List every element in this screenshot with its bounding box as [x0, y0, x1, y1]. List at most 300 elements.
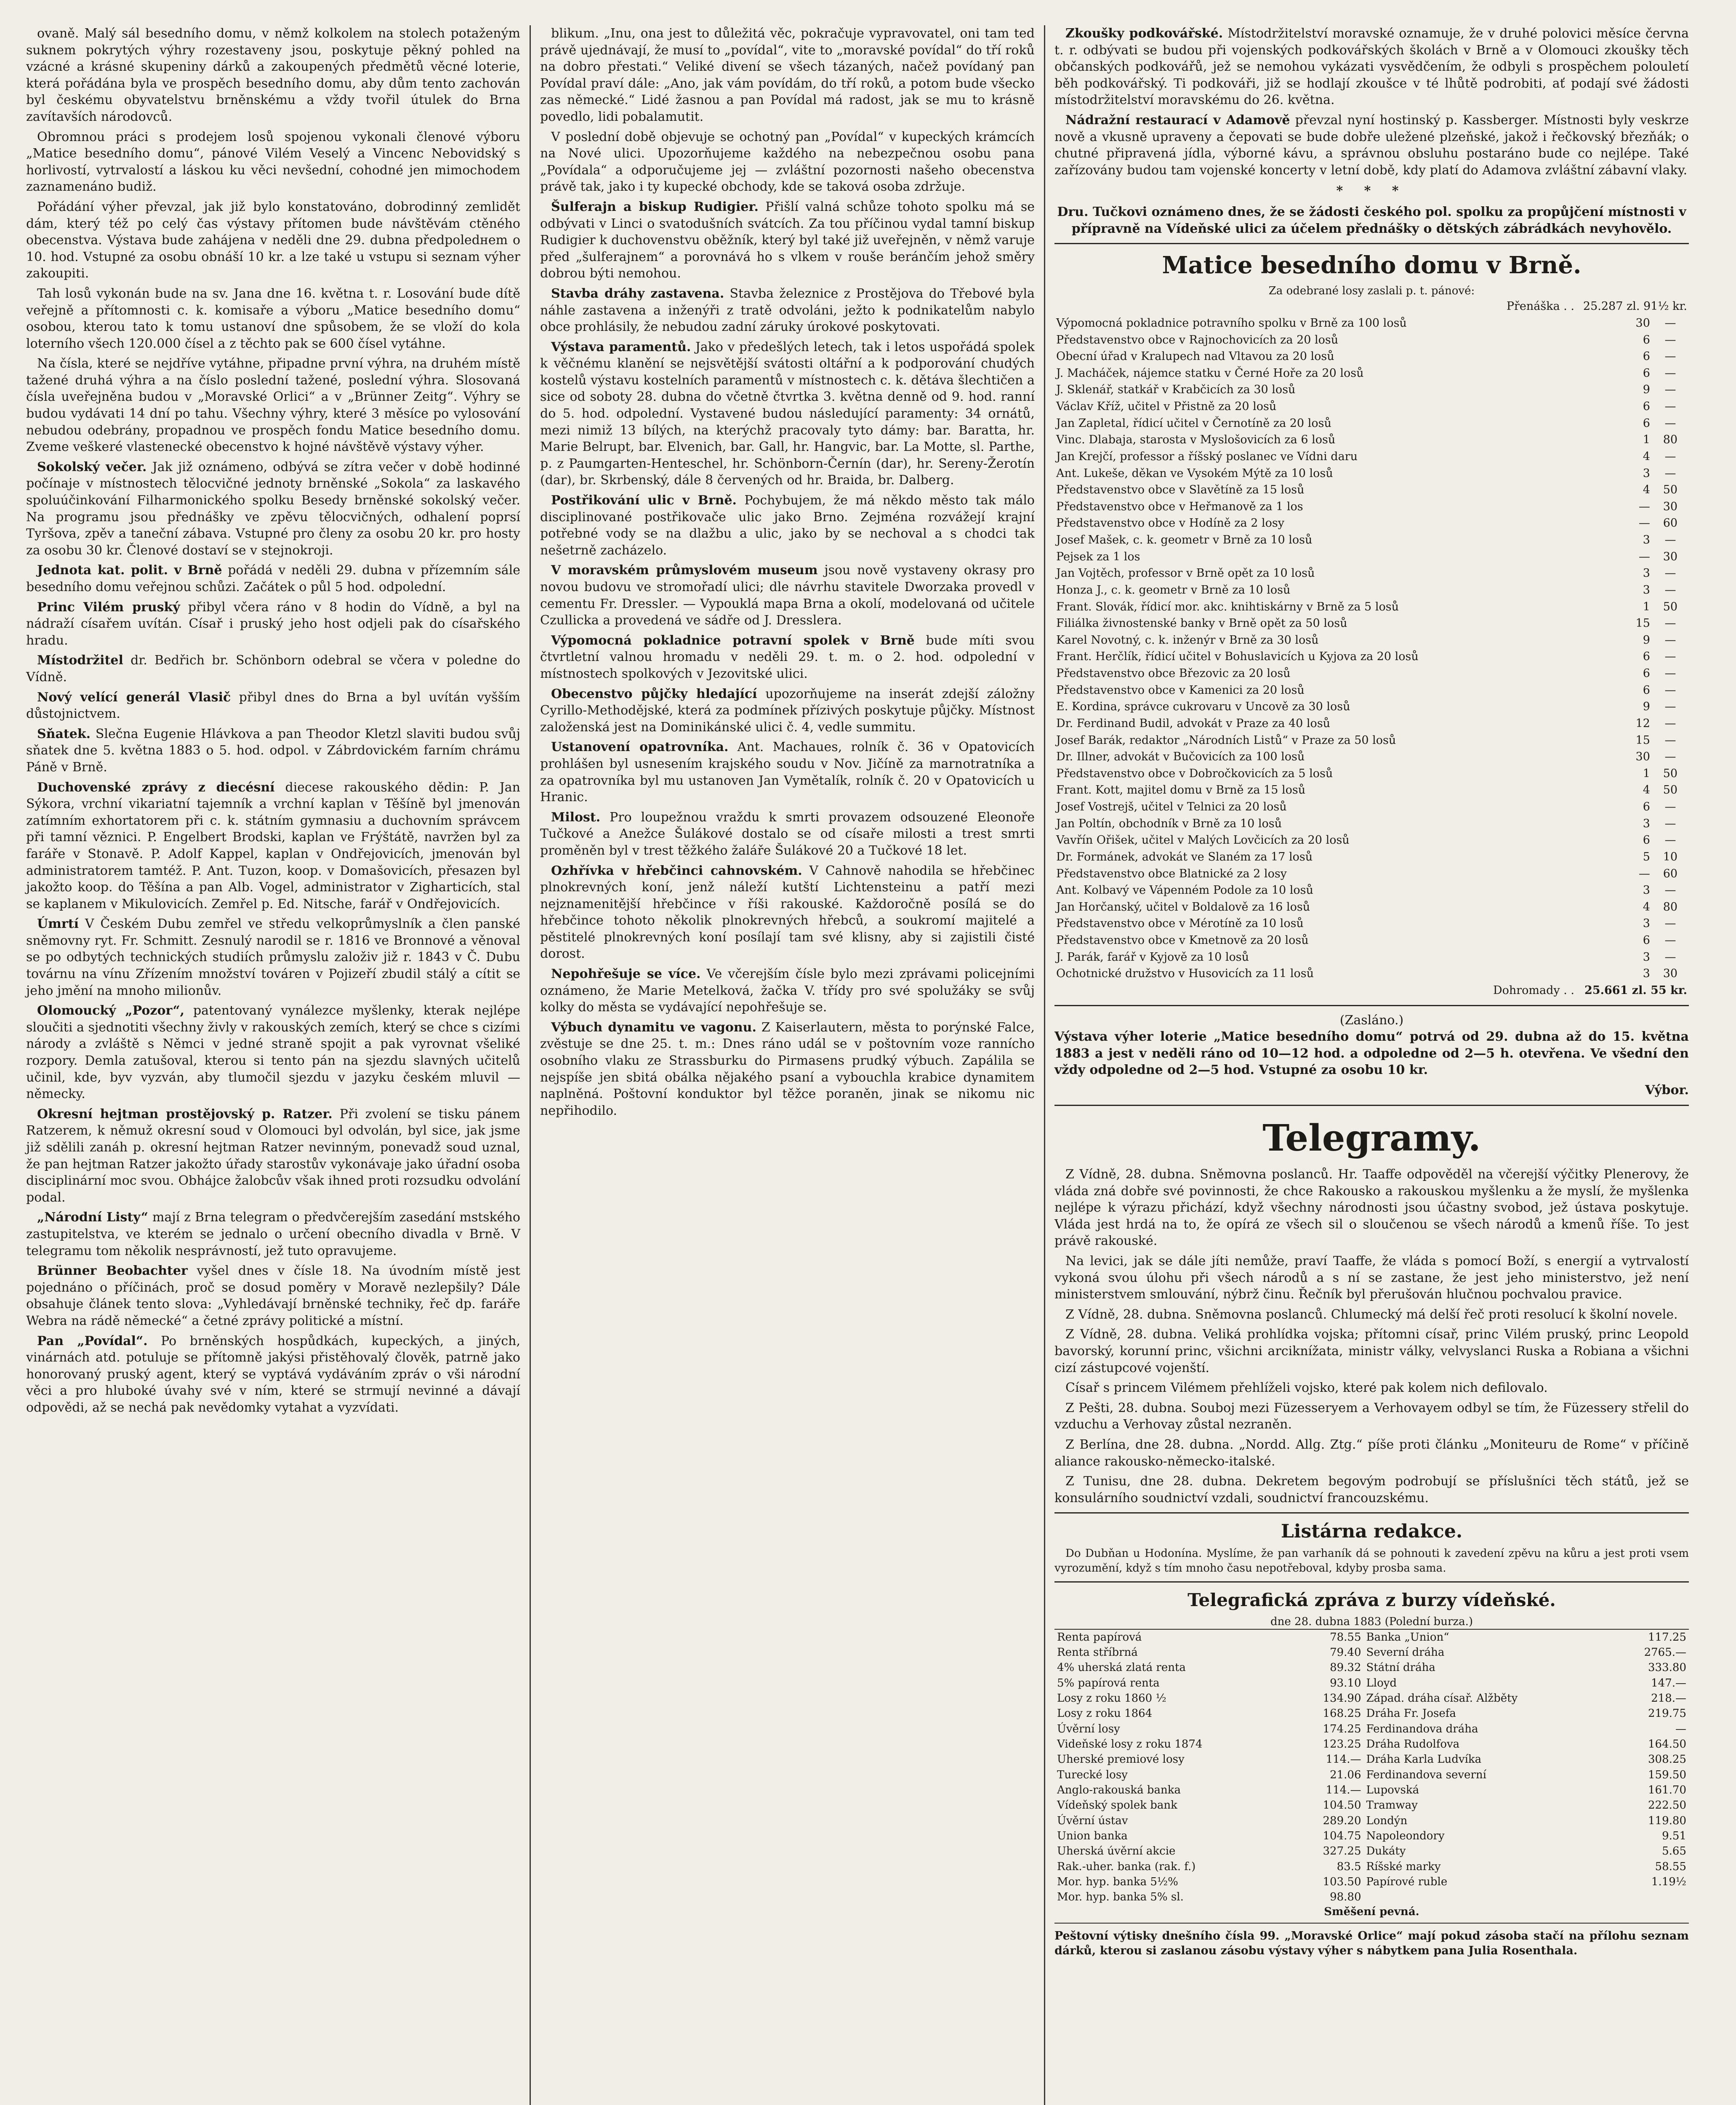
donor-row [1054, 348, 1689, 365]
market-value-right: 9.51 [1662, 1829, 1686, 1842]
market-value-right: 159.50 [1648, 1768, 1686, 1781]
donor-name: Představenstvo obce v Slavětíně za 15 losů [1056, 483, 1305, 497]
donor-row [1054, 315, 1689, 332]
news-headline: Šulferajn a biskup Rudigier. [551, 199, 759, 214]
news-item [26, 689, 520, 722]
donor-amount-kr: — [1664, 466, 1676, 480]
market-row [1054, 1752, 1689, 1767]
donor-row [1054, 615, 1689, 632]
donor-row [1054, 866, 1689, 882]
divider [1054, 1581, 1689, 1583]
market-item-right: Lloyd [1366, 1676, 1397, 1689]
news-item [26, 726, 520, 776]
news-body: diecese rakouského dědin: P. Jan Sýkora, vrchní vikariatní tajemník a vrchní kaplan v Těšíně byl jmenován zatímním exhortatorem při c. k. státním gymnasiu a duchovním správcem při tamní věznici. P. Engelbert Brodski, kaplan ve Frýštátě, navržen byl za faráře v Stonavě. P. Adolf Kappel, kaplan v Ondřejovicích, jmenován byl administratorem tamtéž. P. Ant. Tuzon, koop. v Domašovicích, přesazen byl jakožto koop. do Těšína a pan Alb. Vogel, administrator v Zigharticích, stal se kaplanem v Mikulovicích. Zemřel p. Ed. Nitsche, farář v Ondřejovicích. [26, 780, 520, 911]
market-row [1054, 1859, 1689, 1874]
donor-amount-zl: 6 [1643, 366, 1650, 380]
donor-amount-zl: 4 [1643, 450, 1650, 463]
donor-name: Pejsek za 1 los [1056, 550, 1140, 563]
news-item [540, 285, 1035, 336]
news-headline: Milost. [551, 810, 601, 825]
market-item-right: Dráha Karla Ludvíka [1366, 1753, 1482, 1766]
donor-row [1054, 448, 1689, 465]
listarna-text: Do Dubňan u Hodonína. Myslíme, že pan varhaník dá se pohnouti k zavedení zpěvu na kůru a jest proti vsem vyrozumění, když s tím mnoho času nepotřeboval, kdyby prosba sama. [1054, 1547, 1689, 1575]
donor-amount-zl: — [1638, 867, 1650, 880]
donor-amount-zl: 6 [1643, 800, 1650, 814]
donor-row [1054, 698, 1689, 715]
donor-row [1054, 765, 1689, 782]
market-item-right [1364, 1889, 1614, 1905]
donor-amount-kr: — [1664, 533, 1676, 547]
divider [1054, 243, 1689, 244]
news-item [26, 599, 520, 649]
market-item-left: Vídeňský spolek bank [1057, 1799, 1177, 1812]
news-body: Ve včerejším čísle bylo mezi zprávami policejními oznámeno, že Marie Metelková, žačka V. třídy pro své spolužáky se svůj kolky do města se vydávající nepohřešuje se. [540, 967, 1035, 1015]
news-body: jsou nově vystaveny okrasy pro novou budovu ve stromořadí ulici; dle návrhu stavitele Dworzaka provedl v cementu Fr. Dressler. — Vypouklá mapa Brna a okolí, modelovaná od učitele Czullicka a provedená ve sádře od J. Dresslera. [540, 563, 1035, 628]
market-item-left: Úvěrní ústav [1057, 1814, 1128, 1827]
donor-amount-kr: 30 [1663, 500, 1678, 513]
news-item [540, 1019, 1035, 1119]
donor-amount-zl: 3 [1643, 917, 1650, 930]
market-row [1054, 1630, 1689, 1645]
donor-amount-kr: — [1664, 700, 1676, 714]
market-value-left: 78.55 [1330, 1631, 1361, 1644]
market-item-right: Dráha Fr. Josefa [1366, 1707, 1456, 1720]
columns [17, 25, 1698, 2105]
divider [1054, 1105, 1689, 1106]
news-item [540, 809, 1035, 859]
market-value-left: 174.25 [1323, 1722, 1361, 1735]
market-item-right: Severní dráha [1366, 1646, 1445, 1659]
donor-amount-zl: 4 [1643, 783, 1650, 797]
donor-amount-zl: 5 [1643, 850, 1650, 863]
donor-name: Jan Horčanský, učitel v Boldalově za 16 losů [1056, 900, 1310, 914]
donor-row [1054, 732, 1689, 749]
donor-name: Frant. Herčlík, řídicí učitel v Bohuslavicích u Kyjova za 20 losů [1056, 650, 1419, 663]
donor-row [1054, 415, 1689, 432]
donor-row [1054, 648, 1689, 665]
donor-amount-kr: 80 [1663, 900, 1678, 914]
market-value-right: 58.55 [1655, 1860, 1686, 1873]
final-note: Peštovní výtisky dnešního čísla 99. „Moravské Orlice“ mají pokud zásoba stačí na přílohu seznam dárků, kterou si zaslanou zásobu výstavy výher s nábytkem pana Julia Rosenthala. [1054, 1929, 1689, 1958]
donor-amount-kr: 60 [1663, 867, 1678, 880]
exhibition-notice: Výstava výher loterie „Matice besedního domu“ potrvá od 29. dubna až do 15. května 1883 a jest v neděli ráno od 10—12 hod. a odpoledne od 2—5 h. otevřena. Ve všední den vždy odpoledne od 2—5 hod. Vstupné za osobu 10 kr. [1054, 1029, 1689, 1078]
donor-row [1054, 465, 1689, 482]
news-headline: Ozhřívka v hřebčinci cahnovském. [551, 863, 802, 878]
donor-amount-kr: — [1664, 350, 1676, 363]
news-item [540, 492, 1035, 559]
news-headline: Místodržitel [37, 653, 123, 668]
donor-name: Václav Kříž, učitel v Přistně za 20 losů [1056, 400, 1277, 413]
donor-amount-zl: 3 [1643, 817, 1650, 830]
news-item [26, 1002, 520, 1103]
donor-row [1054, 515, 1689, 532]
market-value-right [1614, 1889, 1689, 1905]
market-item-right: Lupovská [1366, 1783, 1419, 1796]
donor-amount-zl: 6 [1643, 667, 1650, 680]
donor-amount-zl: 1 [1643, 600, 1650, 613]
donor-amount-zl: 6 [1643, 683, 1650, 697]
news-headline: Úmrtí [37, 917, 79, 932]
total-label: Dohromady . . [1493, 983, 1574, 997]
market-value-right: 5.65 [1662, 1845, 1686, 1858]
news-item [26, 1106, 520, 1206]
market-item-left: Uherská úvěrní akcie [1057, 1845, 1176, 1858]
market-value-left: 89.32 [1330, 1661, 1361, 1674]
notice-signature: Výbor. [1645, 1082, 1689, 1098]
article-text: Na čísla, které se nejdříve vytáhne, připadne první výhra, na druhém místě tažené druhá výhra a na číslo poslední tažené, poslední výhra. Slosovaná čísla uveřejněna budou v „Moravské Orlici“ a v „Brünner Zeitg“. Výhry se budou vydávati 14 dní po tahu. Všechny výhry, které 3 měsíce po vylosování nebudou odebrány, propadnou ve prospěch fondu Matice besedního domu. Zveme veškeré vlastenecké obecenstvo k hojné návštěvě výstavy výher. [26, 356, 520, 455]
donor-name: Dr. Ferdinand Budil, advokát v Praze za 40 losů [1056, 717, 1331, 730]
donor-amount-kr: — [1664, 733, 1676, 747]
news-item [540, 562, 1035, 629]
donor-amount-kr: — [1664, 617, 1676, 630]
donor-amount-zl: 3 [1643, 884, 1650, 897]
donor-name: Josef Mašek, c. k. geometr v Brně za 10 losů [1056, 533, 1313, 547]
market-item-right: Ferdinandova dráha [1366, 1722, 1478, 1735]
market-value-left: 93.10 [1330, 1676, 1361, 1689]
news-item [540, 863, 1035, 963]
telegram-item: Z Vídně, 28. dubna. Veliká prohlídka vojska; přítomni císař, princ Vilém pruský, princ Leopold bavorský, korunní princ, všichni arciknížata, ministr války, velvyslanci Ruska a Robiana a všichni cizí zástupcové vojenští. [1054, 1327, 1689, 1375]
market-row [1054, 1645, 1689, 1660]
news-headline: Okresní hejtman prostějovský p. Ratzer. [37, 1106, 333, 1122]
telegram-item: Z Vídně, 28. dubna. Sněmovna poslanců. Hr. Taaffe odpověděl na včerejší výčitky Plenerovy, že vláda zná dobře své povinnosti, že chce Rakousko a rakouskou myšlenku a že myslí, že myšlenka nejlépe k výrazu přichází, když všechny národnosti jsou účastny svobod, jež ústava poskytuje. Vláda jest hrdá na to, že opírá ze všech sil o sloučenou se všech národů a kmenů říše. To jest právě rakouské. [1054, 1167, 1689, 1249]
carry-label: Přenáška . . [1506, 300, 1574, 313]
news-headline: Princ Vilém pruský [37, 600, 180, 615]
market-value-right: 119.80 [1648, 1814, 1686, 1827]
market-item-left: 4% uherská zlatá renta [1057, 1661, 1186, 1674]
donor-name: Představenstvo obce v Dobročkovicích za 5 losů [1056, 767, 1333, 780]
column-right [1044, 25, 1698, 2105]
donor-amount-kr: — [1664, 683, 1676, 697]
telegram-item: Z Tunisu, dne 28. dubna. Dekretem begovým podrobují se příslušníci těch států, jež se konsulárního soudnictví vzdali, soudnictví francouzskému. [1054, 1474, 1689, 1505]
donor-amount-zl: 4 [1643, 900, 1650, 914]
market-value-right: 2765.— [1644, 1646, 1686, 1659]
news-body: bude míti svou čtvrtletní valnou hromadu v neděli 29. t. m. o 2. hod. odpolední v místnostech spolkových v Jezovitské ulici. [540, 633, 1035, 681]
news-body: Z Kaiserlautern, města to porýnské Falce, zvěstuje se dne 25. t. m.: Dnes ráno udál se v poštovním voze rannícho osobního vlaku ze Strassburku do Pirmasens prudký výbuch. Zapálila se nejspíše jen sbitá obálka nějakého psaní a vybouchla krabice dynamitem naplněná. Poštovní konduktor byl těžce poraněn, jinak se nikomu nic nepřihodilo. [540, 1020, 1035, 1118]
market-item-right: Státní dráha [1366, 1661, 1435, 1674]
carry-value: 25.287 zl. 91½ kr. [1583, 300, 1687, 313]
burza-subtitle: dne 28. dubna 1883 (Polední burza.) [1270, 1615, 1473, 1628]
donor-row [1054, 632, 1689, 649]
section-title-burza: Telegrafická zpráva z burzy vídeňské. [1188, 1590, 1556, 1611]
market-value-left: 123.25 [1323, 1738, 1361, 1751]
donor-row [1054, 899, 1689, 916]
donor-amount-kr: — [1664, 884, 1676, 897]
donor-row [1054, 965, 1689, 982]
market-value-right: 219.75 [1648, 1707, 1686, 1720]
donor-row [1054, 665, 1689, 682]
news-item [540, 339, 1035, 489]
market-item-right: Napoleondory [1366, 1829, 1445, 1842]
news-headline: Brünner Beobachter [37, 1263, 188, 1279]
news-body: Pochybujem, že má někdo město tak málo disciplinované postřikovače ulic jako Brno. Zejména rozvážejí krajní potřebné vody se na dlažbu a ulic, jako by se nechoval a s chodci tak nešetrně zacházelo. [540, 493, 1035, 558]
column-left [17, 25, 530, 2105]
donor-name: Frant. Slovák, řídicí mor. akc. knihtiskárny v Brně za 5 losů [1056, 600, 1399, 613]
donor-name: Jan Poltín, obchodník v Brně za 10 losů [1056, 817, 1282, 830]
donor-amount-zl: — [1638, 550, 1650, 563]
news-headline: „Národní Listy“ [37, 1210, 149, 1225]
donor-row [1054, 799, 1689, 815]
donor-amount-zl: 3 [1643, 567, 1650, 580]
donor-name: Představenstvo obce v Rajnochovicích za 20 losů [1056, 333, 1339, 346]
donor-amount-kr: — [1664, 950, 1676, 964]
market-item-right: Dukáty [1366, 1845, 1406, 1858]
news-body: V Cahnově nahodila se hřebčinec plnokrevných koní, jenž náleží kutští Lichtensteinu a patří mezi nejznamenitější hřebčince v říši rakouské. Každoročně posílá se do hřebčince tohoto několik plnokrevných hřebců, a soukromí majitelé a pěstitelé plnokrevných koní posílají tam své klisny, aby si zajistili čisté dorost. [540, 863, 1035, 962]
donor-amount-zl: — [1638, 517, 1650, 530]
donor-name: J. Parák, farář v Kyjově za 10 losů [1056, 950, 1249, 964]
news-body: Jako v předešlých letech, tak i letos uspořádá spolek k věčnému klanění se nejsvětější svátosti oltářní a k podporování chudých kostelů výstavu kostelních paramentů v místnostech c. k. dětáva šlechtičen a sice od soboty 28. dubna do včetně čtvrtka 3. května denně od 9. hod. ranní do 5. hod. odpolední. Vystavené budou následující paramenty: 34 ornátů, mezi nimiž 13 bílých, na kterýchž pracovaly tyto dámy: bar. Baratta, hr. Marie Belrupt, bar. Elvenich, bar. Gall, hr. Hangvic, bar. La Motte, sl. Parthe, p. z Paumgarten-Henteschel, hr. Schönborn-Černín (dar), hr. Sereny-Žerotín (dar), br. Skrbenský, dále 8 červených od hr. Braida, br. Dalberg. [540, 339, 1035, 488]
donor-amount-zl: 6 [1643, 834, 1650, 847]
donor-amount-kr: 80 [1663, 433, 1678, 447]
donor-row [1054, 815, 1689, 832]
donor-name: Jan Vojtěch, professor v Brně opět za 10 losů [1056, 567, 1315, 580]
article-text: Pořádání výher převzal, jak již bylo konstatováno, dobrodinný zemlidět dám, který též po celý čas výstavy přítomen bude návštěvám ctěného obecenstva. Výstava bude zahájena v neděli dne 29. dubna předpoledнem o 10. hod. Vstupné za osobu obnáší 10 kr. a lze také u vstupu si seznam výher zakoupiti. [26, 199, 520, 281]
market-footer: Směšení pevná. [1324, 1905, 1419, 1918]
market-value-right: 1.19½ [1651, 1875, 1686, 1888]
news-headline: Pan „Povídal“. [37, 1333, 148, 1348]
news-item [1054, 25, 1689, 109]
donor-amount-kr: 10 [1663, 850, 1678, 863]
market-item-right: Ríšské marky [1366, 1860, 1441, 1873]
donor-name: Josef Vostrejš, učitel v Telnici za 20 losů [1056, 800, 1287, 814]
donor-amount-kr: 50 [1663, 783, 1678, 797]
news-headline: Sokolský večer. [37, 459, 147, 474]
donor-amount-kr: 50 [1663, 600, 1678, 613]
market-value-right: 308.25 [1648, 1753, 1686, 1766]
donor-amount-zl: 9 [1643, 633, 1650, 647]
donor-row [1054, 715, 1689, 732]
news-headline: Jednota kat. polit. v Brně [37, 563, 222, 578]
market-value-left: 98.80 [1330, 1891, 1361, 1904]
donor-amount-kr: — [1664, 917, 1676, 930]
market-value-right: 161.70 [1648, 1783, 1686, 1796]
donor-amount-kr: — [1664, 383, 1676, 397]
news-headline: Výbuch dynamitu ve vagonu. [551, 1020, 756, 1035]
news-headline: Sňatek. [37, 726, 91, 741]
donor-row [1054, 332, 1689, 349]
donor-row [1054, 365, 1689, 382]
market-value-left: 327.25 [1323, 1845, 1361, 1858]
donor-name: Frant. Kott, majitel domu v Brně za 15 losů [1056, 783, 1306, 797]
market-item-right: Dráha Rudolfova [1366, 1738, 1460, 1751]
donor-row [1054, 582, 1689, 599]
market-value-left: 134.90 [1323, 1692, 1361, 1705]
market-row [1054, 1783, 1689, 1798]
market-row [1054, 1844, 1689, 1859]
news-body: Stavba železnice z Prostějova do Třebové byla náhle zastavena a inženýři z tratě odvoláni, ježto k podnikatelům nabylo obce prohlásily, že nebudou zadní záruky úrokové poskytovati. [540, 286, 1035, 335]
market-value-left: 289.20 [1323, 1814, 1361, 1827]
market-value-left: 21.06 [1330, 1768, 1361, 1781]
market-row [1054, 1691, 1689, 1706]
donor-name: Jan Krejčí, professor a říšský poslanec ve Vídni daru [1056, 450, 1358, 463]
market-item-left: Turecké losy [1057, 1768, 1128, 1781]
donor-amount-kr: — [1664, 834, 1676, 847]
news-item [1054, 112, 1689, 179]
market-item-right: Západ. dráha císař. Alžběty [1366, 1692, 1518, 1705]
news-headline: Nádražní restaurací v Adamově [1065, 112, 1290, 128]
market-value-right: 218.— [1651, 1692, 1686, 1705]
donor-name: Vavřín Ořišek, učitel v Malých Lovčicích za 20 losů [1056, 834, 1350, 847]
donor-amount-kr: 30 [1663, 550, 1678, 563]
donor-amount-zl: 6 [1643, 934, 1650, 947]
news-headline: Nepohřešuje se více. [551, 967, 701, 982]
market-row [1054, 1828, 1689, 1844]
donor-row [1054, 432, 1689, 448]
donor-row [1054, 949, 1689, 966]
market-row [1054, 1874, 1689, 1889]
donor-row [1054, 381, 1689, 398]
market-item-left: Mor. hyp. banka 5½% [1057, 1875, 1178, 1888]
total-value: 25.661 zl. 55 kr. [1584, 983, 1687, 997]
donor-amount-zl: 1 [1643, 433, 1650, 447]
market-value-left: 103.50 [1323, 1875, 1361, 1888]
donor-amount-zl: 6 [1643, 416, 1650, 430]
market-item-right: Tramway [1366, 1799, 1418, 1812]
market-table [1054, 1630, 1689, 1905]
total-row [1054, 982, 1689, 999]
donor-name: Představenstvo obce v Kamenici za 20 losů [1056, 683, 1305, 697]
news-item [26, 1333, 520, 1416]
news-headline: Stavba dráhy zastavena. [551, 286, 724, 301]
market-value-right: — [1675, 1722, 1686, 1735]
donor-amount-kr: — [1664, 667, 1676, 680]
donor-amount-zl: 3 [1643, 950, 1650, 964]
news-body: Slečna Eugenie Hlávkova a pan Theodor Kletzl slaviti budou svůj sňatek dne 5. května 1883 o 5. hod. odpol. v Zábrdovickém farním chrámu Páně v Brně. [26, 726, 520, 775]
donor-name: Vinc. Dlabaja, starosta v Myslošovicích za 6 losů [1056, 433, 1336, 447]
donor-amount-zl: 30 [1635, 750, 1650, 764]
telegram-item: Císař s princem Vilémem přehlíželi vojsko, které pak kolem nich defilovalo. [1065, 1380, 1548, 1396]
market-value-right: 147.— [1651, 1676, 1686, 1689]
market-value-left: 83.5 [1337, 1860, 1361, 1873]
news-body: patentovaný vynálezce myšlenky, kterak nejlépe sloučiti a sjednotiti všechny živly v rakouských zemích, který se chce s cizími národy a zvláště s Němci v jedné straně spojit a pak vyrovnat všeliké rozpory. Demla zatušoval, kterou si tento pán na sjezdu slavných učitelů učinil, kde, byv vyzván, aby tlumočil sjezdu v jazyku českém mluvil — německy. [26, 1003, 520, 1102]
donor-name: Jan Zapletal, řídicí učitel v Černotíně za 20 losů [1056, 416, 1331, 430]
donor-amount-kr: — [1664, 650, 1676, 663]
market-item-left: 5% papírová renta [1057, 1676, 1160, 1689]
news-body: Přišlí valná schůze tohoto spolku má se odbývati v Linci o svatodušních svátcích. Za tou příčinou vydal tamní biskup Rudigier k duchovenstvu oběžník, který byl také již uveřejněn, v němž varuje před „šulferajnem“ a porovnává ho s vlkem v rouše beránčím jehož směry dobrou býti nemohou. [540, 199, 1035, 281]
news-body: pořádá v neděli 29. dubna v přízemním sále besedního domu veřejnou schůzi. Začátek o půl 5 hod. odpolední. [26, 563, 520, 594]
market-item-right: Papírové ruble [1366, 1875, 1448, 1888]
donor-amount-zl: 3 [1643, 967, 1650, 981]
section-separator: * * * [1336, 184, 1407, 199]
news-item [540, 739, 1035, 805]
news-item [26, 652, 520, 685]
donor-amount-zl: 6 [1643, 650, 1650, 663]
market-table-box [1054, 1629, 1689, 1919]
market-row [1054, 1706, 1689, 1721]
donor-table [1054, 298, 1689, 999]
market-value-right: 117.25 [1648, 1631, 1686, 1644]
divider [1054, 1512, 1689, 1513]
donor-row [1054, 549, 1689, 565]
news-item [26, 1263, 520, 1329]
donor-amount-zl: 9 [1643, 700, 1650, 714]
donor-amount-zl: 3 [1643, 583, 1650, 597]
donor-row [1054, 482, 1689, 498]
donor-amount-kr: — [1664, 800, 1676, 814]
market-row [1054, 1676, 1689, 1691]
telegram-item: Z Pešti, 28. dubna. Souboj mezi Füzesseryem a Verhovayem odbyl se tím, že Füzessery střelil do vzduchu a Verhovay zůstal nezraněn. [1054, 1400, 1689, 1432]
donor-amount-kr: — [1664, 400, 1676, 413]
article-text: blikum. „Inu, ona jest to důležitá věc, pokračuje vypravovatel, oni tam ted právě ujednávají, že musí to „povídal“, vite to „moravské povídal“ do tří roků na dobro přestati.“ Veliké divení se všech tázaných, načež povídaný pan Povídal praví dále: „Ano, jak vám povídám, do tří roků, a potom bude všecko zas německé.“ Lidé žasnou a pan Povídal má radost, jak se mu to krásně povedlo, lidi pobalamutit. [540, 26, 1035, 124]
news-headline: Postřikování ulic v Brně. [551, 493, 737, 508]
article-text: V poslední době objevuje se ochotný pan „Povídal“ v kupeckých krámcích na Nové ulici. Upozorňujeme každého na nebezpečnou osobu pana „Povídala“ a odporučujeme jej — zvláštní pozornosti našeho obecenstva právě tak, jako i ty kupecké obchody, kde se taková osoba zdržuje. [540, 129, 1035, 195]
news-item [26, 916, 520, 999]
donor-name: Obecní úřad v Kralupech nad Vltavou za 20 losů [1056, 350, 1334, 363]
donor-amount-zl: 30 [1635, 316, 1650, 330]
news-headline: Duchovenské zprávy z diecésní [37, 780, 275, 795]
donor-name: Filiálka živnostenské banky v Brně opět za 50 losů [1056, 617, 1347, 630]
market-item-left: Úvěrní losy [1057, 1722, 1120, 1735]
market-value-left: 168.25 [1323, 1707, 1361, 1720]
article-text: Tah losů vykonán bude na sv. Jana dne 16. května t. r. Losování bude dítě veřejně a přítomnosti c. k. komisaře a výboru „Matice besedního domu“ osobou, kterou tato k tomu ustanoví dne spůsobem, že se vloží do kola loterního všech 120.000 čísel a z těchto pak se 600 čísel vytáhne. [26, 286, 520, 351]
news-body: V Českém Dubu zemřel ve středu velkoprůmyslník a člen panské sněmovny ryt. Fr. Schmitt. Zesnulý narodil se r. 1816 ve Bronnové a věnoval se po odbytých technických studiích průmyslu založiv již r. 1843 v Č. Dubu továrnu na vínu Zřízením množství továren v Pojizeří zbudil stálý a cítit se jeho jmění na mnoho milionův. [26, 917, 520, 998]
market-value-left: 104.75 [1323, 1829, 1361, 1842]
donor-row [1054, 498, 1689, 515]
market-value-left: 104.50 [1323, 1799, 1361, 1812]
donor-name: Karel Novotný, c. k. inženýr v Brně za 30 losů [1056, 633, 1319, 647]
news-item [26, 459, 520, 559]
section-title-telegramy: Telegramy. [1262, 1116, 1481, 1159]
market-item-right: Banka „Union“ [1366, 1631, 1449, 1644]
market-row [1054, 1721, 1689, 1737]
news-item [540, 966, 1035, 1016]
telegram-item: Z Vídně, 28. dubna. Sněmovna poslanců. Chlumecký má delší řeč proti resolucí k školní novele. [1065, 1307, 1678, 1322]
market-value-right: 164.50 [1648, 1738, 1686, 1751]
donor-amount-zl: 3 [1643, 533, 1650, 547]
donor-amount-zl: — [1638, 500, 1650, 513]
news-headline: Nový velící generál Vlasič [37, 690, 231, 705]
market-row [1054, 1737, 1689, 1752]
news-headline: Zkoušky podkovářské. [1065, 26, 1223, 41]
market-row [1054, 1767, 1689, 1783]
donor-name: Ochotnické družstvo v Husovicích za 11 losů [1056, 967, 1314, 981]
telegram-item: Na levici, jak se dále jíti nemůže, praví Taaffe, že vláda s pomocí Boží, s energií a vytrvalostí vykoná svou úlohu při všech národů a s ní se zastane, že jest jeho ministerstvo, jež není ministerstvem smlouvání, nýbrž činu. Řečník byl přerušován hlučnou pochvalou pravice. [1054, 1254, 1689, 1302]
donor-amount-zl: 6 [1643, 333, 1650, 346]
news-body: Ant. Machaues, rolník č. 36 v Opatovicích prohlášen byl usnesením krajského soudu v Nov. Jičíně za marnotratníka a za opatrovníka byl mu ustanoven Jan Vymětalík, rolník č. 20 v Opatovicích u Hranic. [540, 740, 1035, 805]
donor-amount-zl: 15 [1635, 617, 1650, 630]
news-body: Pro loupežnou vraždu k smrti provazem odsouzené Eleonoře Tučkové a Anežce Šulákové dostalo se od císaře milosti a trest smrti proměněn byl v trest těžkého žaláře Šulákové 20 a Tučkové 18 let. [540, 810, 1035, 858]
news-item [540, 686, 1035, 736]
donor-name: Ant. Lukeše, děkan ve Vysokém Mýtě za 10 losů [1056, 466, 1333, 480]
donor-amount-zl: 15 [1635, 733, 1650, 747]
news-item [26, 1209, 520, 1259]
donor-amount-kr: — [1664, 366, 1676, 380]
market-item-left: Renta stříbrná [1057, 1646, 1138, 1659]
donor-amount-kr: — [1664, 416, 1676, 430]
donor-name: Představenstvo obce v Mérotíně za 10 losů [1056, 917, 1304, 930]
news-body: přibyl dnes do Brna a byl uvítán vyšším důstojnictvem. [26, 690, 521, 722]
news-body: mají z Brna telegram o předvčerejším zasedání mstského zastupitelstva, ve kterém se jednalo o určení obecního divadla v Brně. V telegramu tom několik nesprávností, jež tuto opravujeme. [26, 1210, 520, 1258]
market-value-right: 222.50 [1648, 1799, 1686, 1812]
donor-row [1054, 682, 1689, 699]
market-item-left: Losy z roku 1864 [1057, 1707, 1153, 1720]
donor-amount-kr: — [1664, 450, 1676, 463]
market-item-left: Renta papírová [1057, 1631, 1142, 1644]
news-body: Jak již oznámeno, odbývá se zítra večer v době hodinné počínaje v místnostech tělocvičné jednoty brněnské „Sokola“ za laskavého spoluúčinkování Filharmonického spolku Besedy brněnské sokolský večer. Na programu jsou přednášky ve zpěvu tělocvičných, odhalení poprsí Tyršova, zpěv a taneční zábava. Vstupné pro členy za osobu 20 kr. pro hosty za osobu 30 kr. Členové dostaví se v stejnokroji. [26, 459, 520, 558]
donor-amount-kr: — [1664, 633, 1676, 647]
donor-amount-zl: 12 [1635, 717, 1650, 730]
news-headline: V moravském průmyslovém museum [551, 563, 818, 578]
section-title-listarna: Listárna redakce. [1281, 1521, 1463, 1543]
donor-row [1054, 782, 1689, 799]
news-headline: Výstava paramentů. [551, 339, 691, 354]
market-item-left: Videňské losy z roku 1874 [1057, 1738, 1203, 1751]
donor-name: Dr. Formánek, advokát ve Slaném za 17 losů [1056, 850, 1313, 863]
donor-amount-zl: 1 [1643, 767, 1650, 780]
donor-row [1054, 599, 1689, 616]
donor-row [1054, 882, 1689, 899]
market-item-right: Londýn [1366, 1814, 1408, 1827]
news-item [26, 779, 520, 913]
